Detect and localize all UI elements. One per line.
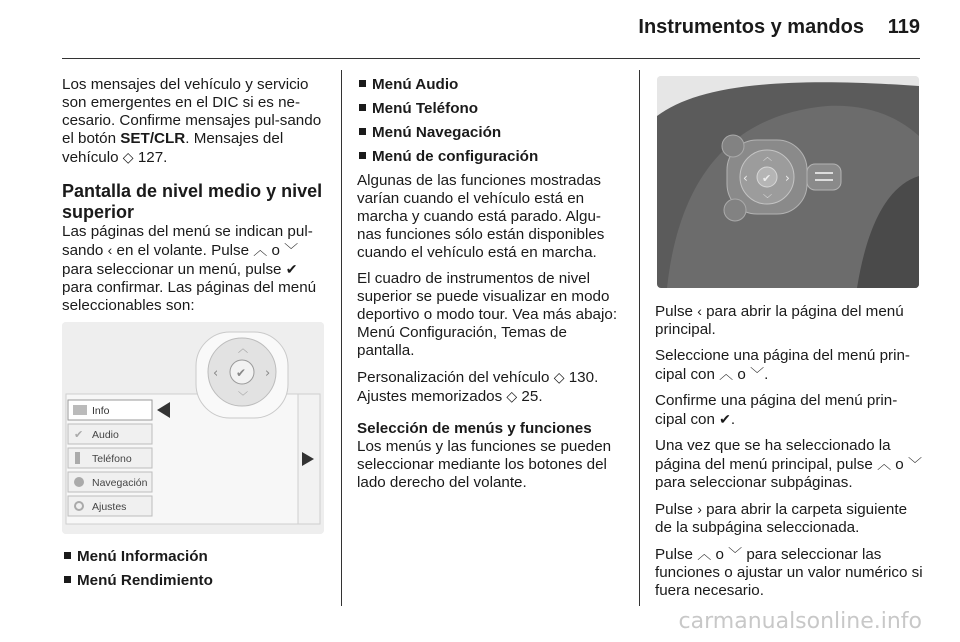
text: Personalización del vehículo — [357, 369, 554, 386]
intro-paragraph — [62, 76, 324, 167]
check-icon: ✔ — [762, 172, 772, 185]
text: Una vez que se ha seleccionado la página del menú principal, pulse — [655, 437, 891, 473]
set-clr-button-icon — [807, 164, 841, 190]
menu-item-navegacion-label: Navegación — [92, 477, 148, 489]
text: 25. — [521, 388, 543, 405]
menu-list — [68, 400, 152, 516]
bullet-text: Menú Rendimiento — [77, 572, 213, 589]
text: para abrir la página del menú principal. — [655, 303, 904, 338]
chevron-up-icon: ︿ — [763, 153, 773, 163]
check-icon: ✔ — [285, 261, 298, 277]
chevron-down-icon: ﹀ — [763, 195, 773, 205]
header-rule — [62, 58, 920, 59]
body-paragraph — [62, 223, 324, 315]
chevron-left-icon: ‹ — [697, 303, 702, 319]
menu-item-audio-label: Audio — [92, 429, 119, 441]
column-2 — [357, 76, 625, 500]
paragraph — [655, 302, 923, 339]
list-item — [62, 548, 324, 566]
chevron-right-icon: › — [697, 501, 702, 517]
bullet-text: Menú Teléfono — [372, 100, 479, 117]
paragraph — [655, 545, 923, 600]
page-ref-icon: ◇ — [506, 388, 518, 404]
text: Ajustes memorizados — [357, 388, 507, 405]
page-header-title: Instrumentos y mandos — [638, 16, 864, 38]
text: para seleccionar subpáginas. — [655, 474, 853, 491]
paragraph — [655, 500, 923, 537]
menu-item-ajustes-label: Ajustes — [92, 501, 127, 513]
chevron-down-icon: ﹀ — [728, 546, 743, 562]
paragraph: El cuadro de instrumentos de nivel superior se puede visualizar en modo deportivo o modo tour. Vea más abajo: Menú Configuración, Temas de pantalla. — [357, 270, 618, 359]
menu-item-navegacion — [68, 472, 152, 492]
menu-item-audio — [68, 424, 152, 444]
mute-button-icon — [724, 199, 746, 221]
text: para seleccionar un menú, pulse — [62, 261, 286, 278]
text: Confirme una página del menú prin-cipal con — [655, 392, 898, 428]
chevron-left-icon: ‹ — [743, 171, 748, 185]
chevron-right-icon: › — [785, 171, 790, 185]
text: . — [764, 366, 769, 383]
text: Pulse — [655, 501, 698, 518]
bullet-text: Menú Audio — [372, 76, 459, 93]
section-heading: Pantalla de nivel medio y nivel superior — [62, 181, 323, 222]
chevron-up-icon: ︿ — [253, 242, 268, 258]
list-item — [357, 148, 625, 166]
paragraph: Los menús y las funciones se pueden seleccionar mediante los botones del lado derecho del volante. — [357, 438, 612, 491]
chevron-left-icon: ‹ — [107, 242, 113, 258]
bullet-list — [357, 76, 625, 166]
steering-wheel-figure — [657, 76, 919, 288]
text: o — [267, 242, 285, 259]
list-item — [357, 124, 625, 142]
chevron-left-icon: ‹ — [213, 366, 219, 381]
bullet-list-lower — [62, 548, 324, 596]
paragraph — [655, 347, 923, 384]
list-item — [62, 572, 324, 590]
menu-item-telefono-label: Teléfono — [92, 453, 132, 465]
chevron-up-icon: ︿ — [238, 344, 248, 355]
menu-item-telefono — [68, 448, 152, 468]
chevron-down-icon: ﹀ — [750, 366, 765, 382]
menu-item-ajustes — [68, 496, 152, 516]
text: 127. — [137, 149, 168, 166]
bullet-text: Menú de configuración — [372, 148, 539, 165]
music-icon: ✔ — [74, 428, 84, 441]
set-clr-label: SET/CLR — [120, 130, 186, 147]
text: Pulse — [655, 546, 698, 563]
bullet-text: Menú Información — [77, 548, 208, 565]
chevron-down-icon: ﹀ — [238, 392, 248, 403]
watermark: carmanualsonline.info — [678, 609, 922, 634]
sub-heading: Selección de menús y funciones — [357, 420, 592, 437]
paragraph — [357, 368, 625, 406]
text: . Mensajes del vehículo — [62, 130, 284, 166]
text: Seleccione una página del menú prin-cipal con — [655, 347, 910, 383]
menu-item-info — [68, 400, 152, 420]
text: para confirmar. Las páginas del menú seleccionables son: — [62, 279, 317, 314]
menu-item-info-label: Info — [92, 405, 110, 417]
bullet-text: Menú Navegación — [372, 124, 502, 141]
text: en el volante. Pulse — [112, 242, 254, 259]
chevron-right-icon: › — [265, 366, 271, 381]
page-ref-icon: ◇ — [122, 149, 134, 165]
text: Los mensajes del vehículo y servicio son emergentes en el DIC si es ne-cesario. Confirme mensajes pul-sando el botón — [62, 76, 322, 147]
text: . — [730, 411, 736, 428]
info-icon — [73, 405, 87, 415]
steering-control-pad — [196, 332, 288, 418]
check-icon: ✔ — [236, 366, 247, 380]
paragraph — [655, 392, 923, 429]
text: o — [891, 456, 908, 473]
voice-button-icon — [722, 135, 744, 157]
page-ref-icon: ◇ — [553, 369, 565, 385]
paragraph: Algunas de las funciones mostradas varían cuando el vehículo está en marcha y cuando está parado. Algu-nas funciones sólo están disponibles cuando el vehículo está en marcha. — [357, 172, 605, 261]
text: Las páginas del menú se indican pul-sando — [62, 223, 313, 259]
column-divider-2 — [639, 70, 640, 606]
check-icon: ✔ — [719, 411, 731, 427]
text: para seleccionar las funciones o ajustar un valor numérico si fuera necesario. — [655, 546, 923, 599]
column-divider-1 — [341, 70, 342, 606]
display-menu-figure — [62, 322, 324, 534]
phone-icon — [75, 452, 80, 464]
chevron-down-icon: ﹀ — [284, 242, 299, 258]
text: para abrir la carpeta siguiente de la subpágina seleccionada. — [655, 501, 908, 536]
text: Pulse — [655, 303, 698, 320]
chevron-up-icon: ︿ — [697, 546, 712, 562]
paragraph — [655, 437, 923, 492]
chevron-down-icon: ﹀ — [907, 456, 922, 472]
column-3 — [655, 302, 923, 608]
text: 130. — [568, 369, 599, 386]
list-item — [357, 76, 625, 94]
text: o — [711, 546, 729, 563]
list-item — [357, 100, 625, 118]
text: o — [733, 366, 751, 383]
page-number: 119 — [887, 16, 920, 38]
chevron-up-icon: ︿ — [719, 366, 734, 382]
chevron-up-icon: ︿ — [877, 456, 892, 472]
column-1 — [62, 76, 324, 323]
navigation-icon — [74, 477, 84, 487]
